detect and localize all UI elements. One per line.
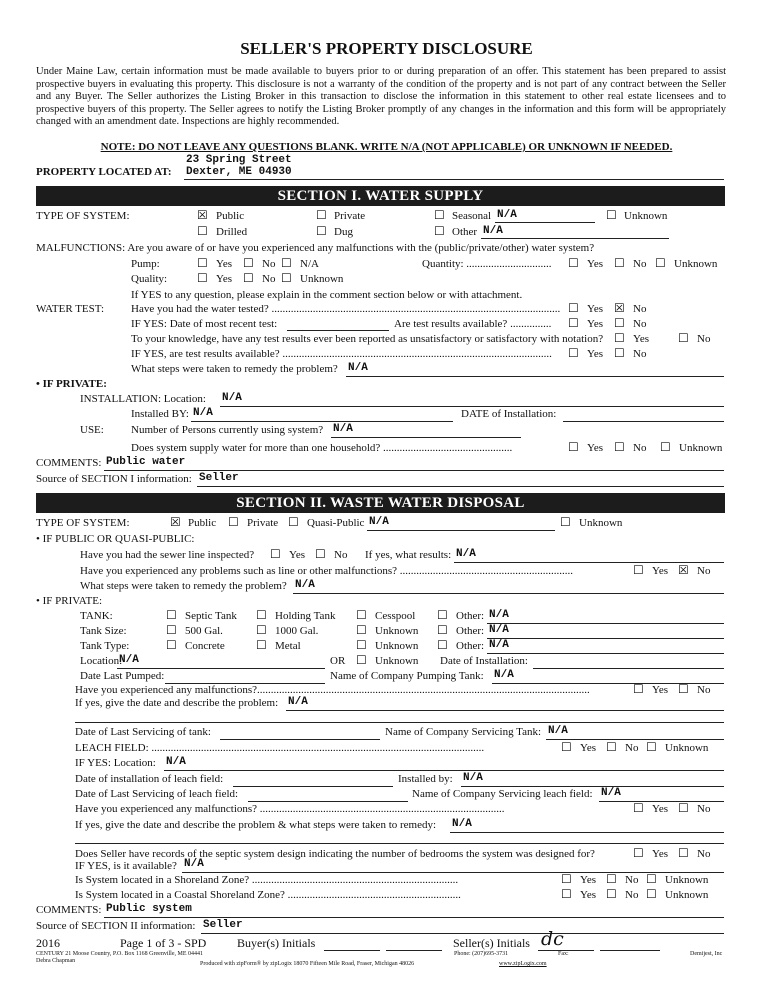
s2-steps-question: What steps were taken to remedy the problem? — [80, 580, 287, 592]
s2-tank-other-checkbox[interactable]: ☐ — [437, 608, 448, 622]
footer-buyer-initials-label: Buyer(s) Initials — [237, 936, 316, 950]
s1-avail-no-label: No — [633, 318, 647, 330]
s2-concrete-checkbox[interactable]: ☐ — [166, 638, 177, 652]
s2-pump-company-label: Name of Company Pumping Tank: — [330, 670, 484, 682]
s1-other-underline — [481, 238, 669, 239]
s2-coastal-no-checkbox[interactable]: ☐ — [606, 887, 617, 901]
s2-malf-dots: ......................................................................................................................... — [257, 684, 590, 696]
s1-quantity-label: Quantity: ............................... — [422, 258, 552, 270]
s2-unknown-checkbox[interactable]: ☐ — [560, 515, 571, 529]
property-address-line1[interactable]: 23 Spring Street — [186, 154, 292, 166]
s2-leach-location-underline — [164, 770, 724, 771]
s1-unsat-yes-checkbox[interactable]: ☐ — [614, 331, 625, 345]
s2-if-yes-date-underline-2[interactable] — [75, 722, 724, 723]
s1-date-install-label: DATE of Installation: — [461, 408, 557, 420]
s1-quantity-unknown-checkbox[interactable]: ☐ — [655, 256, 666, 270]
s2-sewer-results-value[interactable]: N/A — [456, 548, 476, 560]
s2-quasi-underline — [367, 530, 555, 531]
s2-tank-size-label: Tank Size: — [80, 625, 127, 637]
s2-size-unknown-checkbox[interactable]: ☐ — [356, 623, 367, 637]
s2-shoreland-yes-checkbox[interactable]: ☐ — [561, 872, 572, 886]
intro-paragraph: Under Maine Law, certain information must be made available to buyers prior to or during preparation of an offer. This statement has been prepared to assist prospective buyers in evaluating this property. This disclosure is not a warranty of the condition of the property and is not part of any contract between the Seller and any Buyer. The Seller authorizes the Listing Broker in this transaction to disclose the information in this statement to other real estate licensees and to prospective buyers of this property. The Seller agrees to notify the Listing Broker promptly of any changes in the information and this form will be appropriately changed with an amendment date. Inspections are highly recommended. — [36, 66, 726, 127]
s2-records-question: Does Seller have records of the septic system design indicating the number of bedrooms the system was designed for? — [75, 848, 595, 860]
s2-metal-checkbox[interactable]: ☐ — [256, 638, 267, 652]
footer-doc-name: Demijest, Inc — [690, 951, 723, 957]
s2-coastal-unknown-label: Unknown — [665, 889, 709, 901]
s2-malf-question — [75, 684, 590, 697]
s1-tested-no-checkbox[interactable]: ☒ — [614, 301, 625, 315]
s2-if-yes-date-label: If yes, give the date and describe the problem: — [75, 697, 279, 709]
s1-public-checkbox[interactable]: ☒ — [197, 208, 208, 222]
s1-avail-yes-label: Yes — [587, 318, 604, 330]
s2-installed-by-value[interactable]: N/A — [463, 772, 483, 784]
s2-problems-no-checkbox[interactable]: ☒ — [678, 563, 689, 577]
s2-leach-no-label: No — [625, 742, 639, 754]
s1-pump-no-label: No — [262, 258, 276, 270]
s1-tested-yes-checkbox[interactable]: ☐ — [568, 301, 579, 315]
s2-500gal-checkbox[interactable]: ☐ — [166, 623, 177, 637]
s1-quality-unknown-label: Unknown — [300, 273, 344, 285]
footer-year: 2016 — [36, 936, 60, 950]
s2-malf-no-label: No — [697, 684, 711, 696]
s1-household-unknown-label: Unknown — [679, 442, 723, 454]
s2-coastal-no-label: No — [625, 889, 639, 901]
footer-buyer-initials-2[interactable] — [386, 950, 442, 951]
s1-quality-unknown-checkbox[interactable]: ☐ — [281, 271, 292, 285]
s2-leach-company-value[interactable]: N/A — [601, 787, 621, 799]
s1-if-private-label: • IF PRIVATE: — [36, 378, 107, 390]
s2-1000gal-label: 1000 Gal. — [275, 625, 319, 637]
s2-describe-question: If yes, give the date and describe the problem & what steps were taken to remedy: — [75, 819, 437, 831]
s1-use-label: USE: — [80, 424, 104, 436]
s2-tank-other-value[interactable]: N/A — [489, 609, 509, 621]
s2-septic-label: Septic Tank — [185, 610, 237, 622]
s2-leach-company-label: Name of Company Servicing leach field: — [412, 788, 593, 800]
s1-drilled-label: Drilled — [216, 226, 248, 238]
s2-size-other-value[interactable]: N/A — [489, 624, 509, 636]
s2-malf2-yes-checkbox[interactable]: ☐ — [633, 801, 644, 815]
s1-unsat-yes-label: Yes — [633, 333, 650, 345]
s1-quality-no-checkbox[interactable]: ☐ — [243, 271, 254, 285]
s2-type-other-checkbox[interactable]: ☐ — [437, 638, 448, 652]
s2-or-label: OR — [330, 655, 346, 667]
s2-comments-value[interactable]: Public system — [106, 903, 192, 915]
s2-malf-no-checkbox[interactable]: ☐ — [678, 682, 689, 696]
s2-records-no-checkbox[interactable]: ☐ — [678, 846, 689, 860]
property-address-line2[interactable]: Dexter, ME 04930 — [186, 166, 292, 178]
s1-unsat-no-label: No — [697, 333, 711, 345]
s2-last-pumped-label: Date Last Pumped: — [80, 670, 165, 682]
s2-leach-yes-label: Yes — [580, 742, 597, 754]
seller-initials-signature[interactable]: dc — [541, 928, 564, 950]
s1-results-avail-question: Are test results available? ............... — [394, 318, 552, 330]
s1-results-no-label: No — [633, 348, 647, 360]
s1-pump-na-label: N/A — [300, 258, 319, 270]
s2-sewer-yes-checkbox[interactable]: ☐ — [270, 547, 281, 561]
s2-records-no-label: No — [697, 848, 711, 860]
s2-cesspool-label: Cesspool — [375, 610, 416, 622]
s1-pump-na-checkbox[interactable]: ☐ — [281, 256, 292, 270]
s2-holding-label: Holding Tank — [275, 610, 336, 622]
page-title: SELLER'S PROPERTY DISCLOSURE — [240, 39, 533, 58]
s2-service-company-underline — [546, 739, 724, 740]
s1-dug-checkbox[interactable]: ☐ — [316, 224, 327, 238]
s2-if-private-label: • IF PRIVATE: — [36, 595, 103, 607]
s1-installed-by-value[interactable]: N/A — [193, 407, 213, 419]
s2-coastal-yes-checkbox[interactable]: ☐ — [561, 887, 572, 901]
s1-avail-yes-checkbox[interactable]: ☐ — [568, 316, 579, 330]
s1-tested-no-label: No — [633, 303, 647, 315]
s1-install-location-underline — [220, 406, 724, 407]
property-underline — [184, 179, 724, 180]
s2-comments-underline — [104, 917, 724, 918]
s2-shoreland-unknown-label: Unknown — [665, 874, 709, 886]
s2-problems-question: Have you experienced any problems such as line or other malfunctions? ............................................................... — [80, 565, 574, 577]
s2-size-other-checkbox[interactable]: ☐ — [437, 623, 448, 637]
s1-if-yes-explain: If YES to any question, please explain in the comment section below or with attachment. — [131, 289, 523, 301]
s2-tank-other-underline — [487, 623, 724, 624]
s1-private-label: Private — [334, 210, 366, 222]
s1-comments-label: COMMENTS: — [36, 457, 102, 469]
s2-leach-install-label: Date of installation of leach field: — [75, 773, 224, 785]
s2-if-private-text: IF PRIVATE: — [42, 595, 103, 607]
s1-other-label: Other — [452, 226, 478, 238]
s2-source-label: Source of SECTION II information: — [36, 920, 196, 932]
s1-avail-no-checkbox[interactable]: ☐ — [614, 316, 625, 330]
s1-pump-label: Pump: — [131, 258, 160, 270]
s2-sewer-question: Have you had the sewer line inspected? — [80, 549, 255, 561]
s1-installed-by-underline — [191, 421, 453, 422]
s1-quality-yes-label: Yes — [216, 273, 233, 285]
s2-source-underline — [201, 933, 724, 934]
s2-type-unknown-checkbox[interactable]: ☐ — [356, 638, 367, 652]
s2-leach-no-checkbox[interactable]: ☐ — [606, 740, 617, 754]
s2-malf-yes-label: Yes — [652, 684, 669, 696]
s1-private-checkbox[interactable]: ☐ — [316, 208, 327, 222]
s2-type-other-underline — [487, 653, 724, 654]
s1-results-yes-checkbox[interactable]: ☐ — [568, 346, 579, 360]
s1-persons-value[interactable]: N/A — [333, 423, 353, 435]
s2-sewer-no-checkbox[interactable]: ☐ — [315, 547, 326, 561]
s2-if-public-label: • IF PUBLIC OR QUASI-PUBLIC: — [36, 533, 195, 545]
s2-leach-install-underline[interactable] — [233, 786, 393, 787]
s2-quasi-label: Quasi-Public — [307, 517, 365, 529]
s2-installed-by-label: Installed by: — [398, 773, 453, 785]
footer-buyer-initials-1[interactable] — [324, 950, 380, 951]
section-1-header: SECTION I. WATER SUPPLY — [36, 186, 725, 206]
s1-date-install-underline[interactable] — [563, 421, 724, 422]
s1-test-date-underline[interactable] — [287, 330, 389, 331]
s2-shoreland-yes-label: Yes — [580, 874, 597, 886]
s1-persons-question: Number of Persons currently using system? — [131, 424, 324, 436]
s1-drilled-checkbox[interactable]: ☐ — [197, 224, 208, 238]
s2-coastal-unknown-checkbox[interactable]: ☐ — [646, 887, 657, 901]
s1-unknown-checkbox[interactable]: ☐ — [606, 208, 617, 222]
s2-malf2-question: Have you experienced any malfunctions? ......................................................................................... — [75, 803, 505, 815]
s2-location-unknown-checkbox[interactable]: ☐ — [356, 653, 367, 667]
s2-septic-checkbox[interactable]: ☐ — [166, 608, 177, 622]
s1-steps-question: What steps were taken to remedy the problem? — [131, 363, 338, 375]
s2-date-install-underline[interactable] — [533, 668, 724, 669]
s2-quasi-checkbox[interactable]: ☐ — [288, 515, 299, 529]
s2-coastal-yes-label: Yes — [580, 889, 597, 901]
s1-unsatisfactory-question: To your knowledge, have any test results ever been reported as unsatisfactory or satisfactory with notation? — [131, 333, 604, 345]
s2-installed-by-underline — [461, 786, 724, 787]
s2-steps-underline — [293, 593, 724, 594]
s2-describe-value[interactable]: N/A — [452, 818, 472, 830]
s2-malf-yes-checkbox[interactable]: ☐ — [633, 682, 644, 696]
s1-seasonal-label: Seasonal — [452, 210, 492, 222]
s2-leach-company-underline — [599, 801, 724, 802]
s2-leach-yes-checkbox[interactable]: ☐ — [561, 740, 572, 754]
footer-phone: Phone: (207)695-3731 — [454, 951, 509, 957]
s1-household-no-checkbox[interactable]: ☐ — [614, 440, 625, 454]
s2-sewer-no-label: No — [334, 549, 348, 561]
s2-location-unknown-label: Unknown — [375, 655, 419, 667]
s1-steps-value[interactable]: N/A — [348, 362, 368, 374]
s1-steps-underline — [346, 376, 724, 377]
s2-problems-yes-label: Yes — [652, 565, 669, 577]
s1-pump-yes-label: Yes — [216, 258, 233, 270]
s2-cesspool-checkbox[interactable]: ☐ — [356, 608, 367, 622]
s1-source-label: Source of SECTION I information: — [36, 473, 192, 485]
s2-location-label: Location: — [80, 655, 123, 667]
s2-private-label: Private — [247, 517, 279, 529]
s2-problems-no-label: No — [697, 565, 711, 577]
s1-seasonal-underline — [495, 222, 595, 223]
s1-installed-by-label: Installed BY: — [131, 408, 189, 420]
s2-shoreland-unknown-checkbox[interactable]: ☐ — [646, 872, 657, 886]
s2-service-company-value[interactable]: N/A — [548, 725, 568, 737]
s2-if-yes-date-value[interactable]: N/A — [288, 696, 308, 708]
s1-install-location-label: INSTALLATION: Location: — [80, 393, 206, 405]
s2-describe-underline — [450, 832, 724, 833]
s2-shoreland-question: Is System located in a Shoreland Zone? ........................................................................... — [75, 874, 459, 886]
s1-pump-no-checkbox[interactable]: ☐ — [243, 256, 254, 270]
s2-metal-label: Metal — [275, 640, 301, 652]
s2-public-checkbox[interactable]: ☒ — [170, 515, 181, 529]
s2-leach-service-underline[interactable] — [248, 801, 408, 802]
s2-quasi-value[interactable]: N/A — [369, 516, 389, 528]
s2-type-unknown-label: Unknown — [375, 640, 419, 652]
s2-service-company-label: Name of Company Servicing Tank: — [385, 726, 542, 738]
footer-produced: Produced with zipForm® by zipLogix 18070 Fifteen Mile Road, Fraser, Michigan 48026 — [200, 961, 415, 967]
s1-persons-underline — [331, 437, 521, 438]
s1-if-private-text: IF PRIVATE: — [42, 378, 107, 390]
s1-public-label: Public — [216, 210, 245, 222]
s1-seasonal-value[interactable]: N/A — [497, 209, 517, 221]
s1-water-test-label: WATER TEST: — [36, 303, 104, 315]
property-label: PROPERTY LOCATED AT: — [36, 166, 172, 178]
s2-leach-unknown-checkbox[interactable]: ☐ — [646, 740, 657, 754]
s1-tested-yes-label: Yes — [587, 303, 604, 315]
s2-type-other-value[interactable]: N/A — [489, 639, 509, 651]
footer-page: Page 1 of 3 - SPD — [120, 936, 207, 950]
s2-leach-location-label: IF YES: Location: — [75, 757, 156, 769]
s2-source-value[interactable]: Seller — [203, 919, 243, 931]
s2-records-avail-value[interactable]: N/A — [184, 858, 204, 870]
s1-seasonal-checkbox[interactable]: ☐ — [434, 208, 445, 222]
s1-pump-yes-checkbox[interactable]: ☐ — [197, 256, 208, 270]
s1-test-date-label: IF YES: Date of most recent test: — [131, 318, 278, 330]
s2-records-yes-label: Yes — [652, 848, 669, 860]
s2-location-value[interactable]: N/A — [119, 654, 139, 666]
s2-shoreland-no-checkbox[interactable]: ☐ — [606, 872, 617, 886]
s2-unknown-label: Unknown — [579, 517, 623, 529]
s2-leach-field-label: LEACH FIELD: ......................................................................................................................... — [75, 742, 485, 754]
s2-malf2-no-checkbox[interactable]: ☐ — [678, 801, 689, 815]
s1-results-no-checkbox[interactable]: ☐ — [614, 346, 625, 360]
s1-results-question: IF YES, are test results available? .................................................................................................. — [131, 348, 552, 360]
s2-type-label: TYPE OF SYSTEM: — [36, 517, 130, 529]
s1-quantity-yes-checkbox[interactable]: ☐ — [568, 256, 579, 270]
note: NOTE: DO NOT LEAVE ANY QUESTIONS BLANK. WRITE N/A (NOT APPLICABLE) OR UNKNOWN IF NEEDED. — [100, 141, 673, 153]
s1-quality-no-label: No — [262, 273, 276, 285]
s2-tank-label: TANK: — [80, 610, 113, 622]
s2-size-unknown-label: Unknown — [375, 625, 419, 637]
s2-coastal-question: Is System located in a Coastal Shoreland Zone? ............................................................... — [75, 889, 461, 901]
s2-holding-checkbox[interactable]: ☐ — [256, 608, 267, 622]
s2-sewer-yes-label: Yes — [289, 549, 306, 561]
s2-type-other-label: Other: — [456, 640, 485, 652]
s2-records-avail-underline — [182, 872, 724, 873]
footer-url[interactable]: www.zipLogix.com — [499, 961, 547, 967]
s1-source-underline — [197, 486, 724, 487]
s2-pump-company-value[interactable]: N/A — [494, 669, 514, 681]
s2-size-other-underline — [487, 638, 724, 639]
s1-other-checkbox[interactable]: ☐ — [434, 224, 445, 238]
s2-concrete-label: Concrete — [185, 640, 225, 652]
s1-unsat-no-checkbox[interactable]: ☐ — [678, 331, 689, 345]
s1-quantity-yes-label: Yes — [587, 258, 604, 270]
s1-comments-underline — [104, 470, 724, 471]
s2-tank-type-label: Tank Type: — [80, 640, 130, 652]
s1-quality-yes-checkbox[interactable]: ☐ — [197, 271, 208, 285]
s2-last-service-label: Date of Last Servicing of tank: — [75, 726, 211, 738]
s2-size-other-label: Other: — [456, 625, 485, 637]
footer-seller-initials-label: Seller(s) Initials — [453, 936, 530, 950]
s1-quantity-unknown-label: Unknown — [674, 258, 718, 270]
footer-fax: Fax: — [558, 951, 569, 957]
s2-leach-unknown-label: Unknown — [665, 742, 709, 754]
s2-public-label: Public — [188, 517, 217, 529]
s1-dug-label: Dug — [334, 226, 353, 238]
s1-results-yes-label: Yes — [587, 348, 604, 360]
s2-location-underline — [117, 668, 325, 669]
footer-office: CENTURY 21 Moose Country, P.O. Box 1168 Greenville, ME 04441 — [36, 951, 203, 957]
s2-records-avail-label: IF YES, is it available? — [75, 860, 177, 872]
s2-last-service-underline[interactable] — [220, 739, 380, 740]
s2-steps-value[interactable]: N/A — [295, 579, 315, 591]
s1-quality-label: Quality: — [131, 273, 168, 285]
s2-malf2-no-label: No — [697, 803, 711, 815]
s2-1000gal-checkbox[interactable]: ☐ — [256, 623, 267, 637]
s2-tank-other-label: Other: — [456, 610, 485, 622]
s1-quantity-no-checkbox[interactable]: ☐ — [614, 256, 625, 270]
s2-date-install-label: Date of Installation: — [440, 655, 528, 667]
s2-private-checkbox[interactable]: ☐ — [228, 515, 239, 529]
s1-quantity-no-label: No — [633, 258, 647, 270]
s2-sewer-results-label: If yes, what results: — [365, 549, 452, 561]
s2-comments-label: COMMENTS: — [36, 904, 102, 916]
s2-problems-yes-checkbox[interactable]: ☐ — [633, 563, 644, 577]
s1-household-no-label: No — [633, 442, 647, 454]
section-2-header: SECTION II. WASTE WATER DISPOSAL — [36, 493, 725, 513]
s1-other-value[interactable]: N/A — [483, 225, 503, 237]
s2-shoreland-no-label: No — [625, 874, 639, 886]
s1-install-location-value[interactable]: N/A — [222, 392, 242, 404]
s1-source-value[interactable]: Seller — [199, 472, 239, 484]
s2-if-yes-date-underline — [286, 710, 724, 711]
s1-malfunctions-question: MALFUNCTIONS: Are you aware of or have you experienced any malfunctions with the (public/private/other) water system? — [36, 242, 595, 254]
s1-household-yes-checkbox[interactable]: ☐ — [568, 440, 579, 454]
s2-describe-underline-2[interactable] — [75, 843, 724, 844]
s1-tested-question: Have you had the water tested? ......................................................................................................... — [131, 303, 561, 315]
s1-type-label: TYPE OF SYSTEM: — [36, 210, 130, 222]
s2-500gal-label: 500 Gal. — [185, 625, 223, 637]
s1-household-yes-label: Yes — [587, 442, 604, 454]
s2-leach-service-label: Date of Last Servicing of leach field: — [75, 788, 239, 800]
s1-unknown-label: Unknown — [624, 210, 668, 222]
s2-malf2-yes-label: Yes — [652, 803, 669, 815]
footer-agent: Debra Chapman — [36, 958, 76, 964]
footer-seller-initials-2[interactable] — [600, 950, 660, 951]
s1-household-unknown-checkbox[interactable]: ☐ — [660, 440, 671, 454]
s2-records-yes-checkbox[interactable]: ☐ — [633, 846, 644, 860]
s2-leach-location-value[interactable]: N/A — [166, 756, 186, 768]
s2-malf-question-text: Have you experienced any malfunctions? — [75, 684, 258, 696]
s2-if-public-text: IF PUBLIC OR QUASI-PUBLIC: — [42, 533, 195, 545]
s1-comments-value[interactable]: Public water — [106, 456, 186, 468]
s1-household-question: Does system supply water for more than one household? ............................................... — [131, 442, 513, 454]
